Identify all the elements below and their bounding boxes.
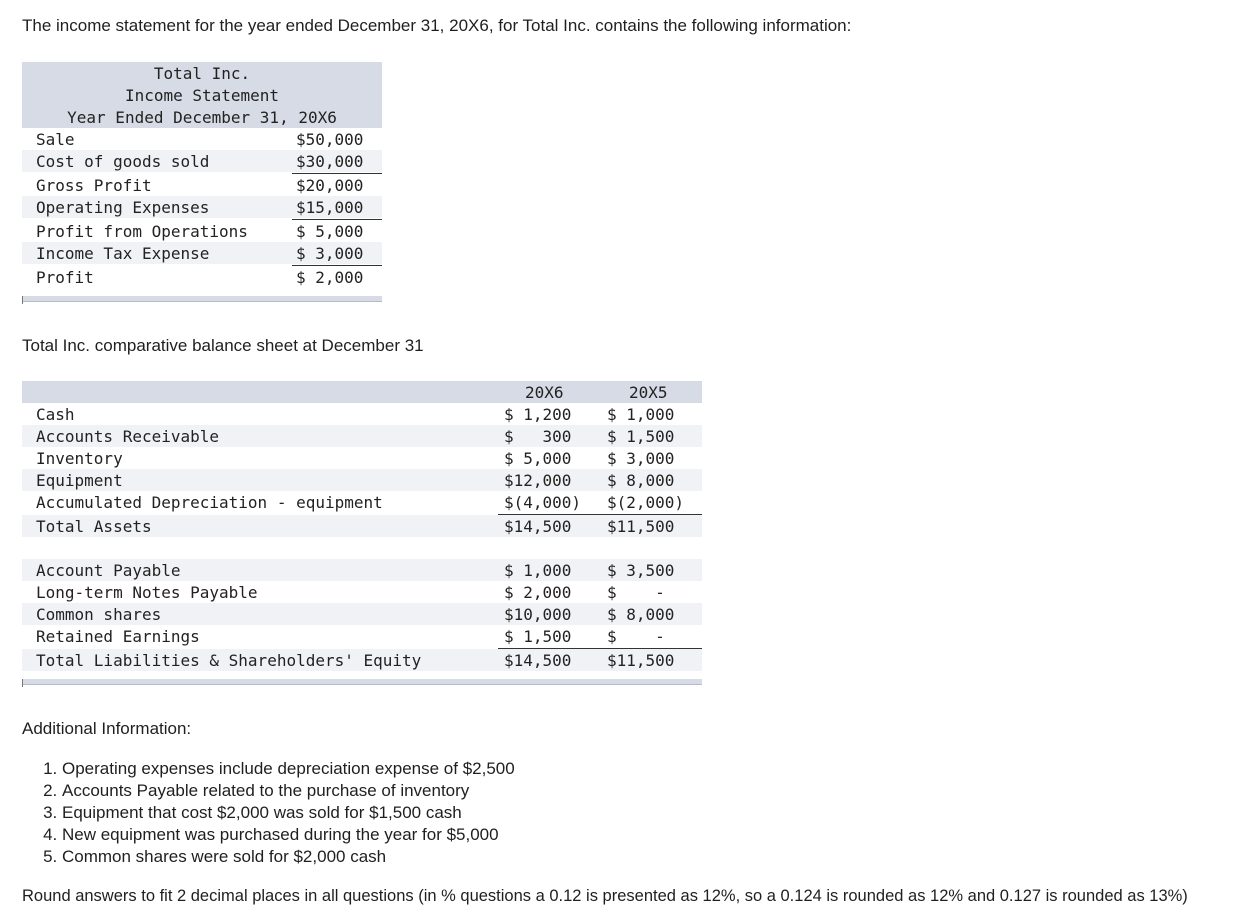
is-row-label: Income Tax Expense [36, 244, 210, 263]
col-header-20x6: 20X6 [525, 383, 564, 402]
is-row [22, 128, 382, 150]
is-row [22, 266, 382, 288]
income-statement-header [22, 62, 382, 128]
bs-row [22, 625, 702, 647]
bs-row [22, 491, 702, 513]
bs-row [22, 559, 702, 581]
bs-row-label: Accumulated Depreciation - equipment [36, 493, 383, 512]
is-row-label: Gross Profit [36, 176, 152, 195]
bs-row-label: Long-term Notes Payable [36, 583, 258, 602]
scrollbar-edge [22, 679, 23, 687]
scrollbar-edge [22, 296, 23, 304]
bs-value-20x6: $14,500 [504, 517, 572, 536]
bs-value-20x5: $ 3,500 [607, 561, 675, 580]
bs-row-label: Inventory [36, 449, 123, 468]
is-row-value: $50,000 [296, 130, 364, 149]
list-item: 2. Accounts Payable related to the purchase of inventory [62, 780, 515, 802]
bs-value-20x6: $ 300 [504, 427, 572, 446]
bs-row-label: Cash [36, 405, 75, 424]
bs-value-20x6: $ 5,000 [504, 449, 572, 468]
is-row [22, 220, 382, 242]
bs-row [22, 403, 702, 425]
is-row-label: Profit [36, 268, 94, 287]
list-item: 3. Equipment that cost $2,000 was sold for $1,500 cash [62, 802, 515, 824]
bs-row [22, 447, 702, 469]
bs-value-20x6: $ 1,000 [504, 561, 572, 580]
bs-row [22, 603, 702, 625]
is-row-value: $ 3,000 [296, 244, 364, 263]
bs-value-20x5: $ 1,500 [607, 427, 675, 446]
bs-value-20x6: $ 1,200 [504, 405, 572, 424]
list-item: 4. New equipment was purchased during the year for $5,000 [62, 824, 515, 846]
bs-row-label: Accounts Receivable [36, 427, 220, 446]
is-row-value: $ 5,000 [296, 222, 364, 241]
balance-sheet-intro: Total Inc. comparative balance sheet at December 31 [22, 336, 424, 355]
is-row-label: Profit from Operations [36, 222, 248, 241]
bs-value-20x5: $ 1,000 [607, 405, 675, 424]
is-row-value: $20,000 [296, 176, 364, 195]
income-statement-table [22, 62, 382, 304]
list-item: 1. Operating expenses include depreciation expense of $2,500 [62, 758, 515, 780]
bs-row [22, 649, 702, 671]
bs-value-20x6: $(4,000) [504, 493, 582, 512]
bs-row-label: Total Liabilities & Shareholders' Equity [36, 651, 422, 670]
list-item: 5. Common shares were sold for $2,000 cash [62, 846, 515, 868]
bs-value-20x6: $14,500 [504, 651, 572, 670]
bs-value-20x5: $11,500 [607, 651, 675, 670]
statement-title: Income Statement [124, 86, 280, 105]
col-header-20x5: 20X5 [629, 383, 668, 402]
bs-value-20x5: $ 3,000 [607, 449, 675, 468]
balance-sheet-table [22, 381, 702, 691]
bs-value-20x5: $ 8,000 [607, 605, 675, 624]
statement-period: Year Ended December 31, 20X6 [67, 108, 337, 127]
is-row-value: $ 2,000 [296, 268, 364, 287]
bs-value-20x5: $ 8,000 [607, 471, 675, 490]
bs-row [22, 469, 702, 491]
is-row-label: Operating Expenses [36, 198, 210, 217]
is-row-label: Cost of goods sold [36, 152, 210, 171]
bs-value-20x5: $11,500 [607, 517, 675, 536]
bs-value-20x6: $ 2,000 [504, 583, 572, 602]
horizontal-scrollbar[interactable] [22, 296, 382, 302]
bs-row [22, 581, 702, 603]
company-name: Total Inc. [153, 64, 251, 83]
bs-row [22, 425, 702, 447]
horizontal-scrollbar[interactable] [22, 679, 702, 685]
bs-row-label: Equipment [36, 471, 123, 490]
balance-sheet-header [22, 381, 702, 403]
is-row [22, 242, 382, 264]
is-row-value: $15,000 [296, 198, 364, 217]
bs-row-label: Total Assets [36, 517, 152, 536]
is-row-value: $30,000 [296, 152, 364, 171]
is-row [22, 150, 382, 172]
bs-row-label: Account Payable [36, 561, 181, 580]
rounding-note: Round answers to fit 2 decimal places in all questions (in % questions a 0.12 is presented as 12%, so a 0.124 is rounded as 12% and 0.127 is rounded as 13%) [22, 887, 1188, 905]
is-row [22, 196, 382, 218]
bs-value-20x6: $12,000 [504, 471, 572, 490]
bs-row-label: Retained Earnings [36, 627, 200, 646]
intro-text: The income statement for the year ended December 31, 20X6, for Total Inc. contains the following information: [22, 16, 852, 35]
is-row [22, 174, 382, 196]
bs-value-20x5: $ - [607, 627, 665, 646]
additional-info-heading: Additional Information: [22, 719, 192, 738]
bs-row [22, 515, 702, 537]
bs-value-20x6: $10,000 [504, 605, 572, 624]
bs-value-20x5: $(2,000) [607, 493, 685, 512]
additional-info-list [22, 758, 515, 868]
bs-value-20x6: $ 1,500 [504, 627, 572, 646]
bs-row-label: Common shares [36, 605, 162, 624]
bs-value-20x5: $ - [607, 583, 665, 602]
is-row-label: Sale [36, 130, 75, 149]
